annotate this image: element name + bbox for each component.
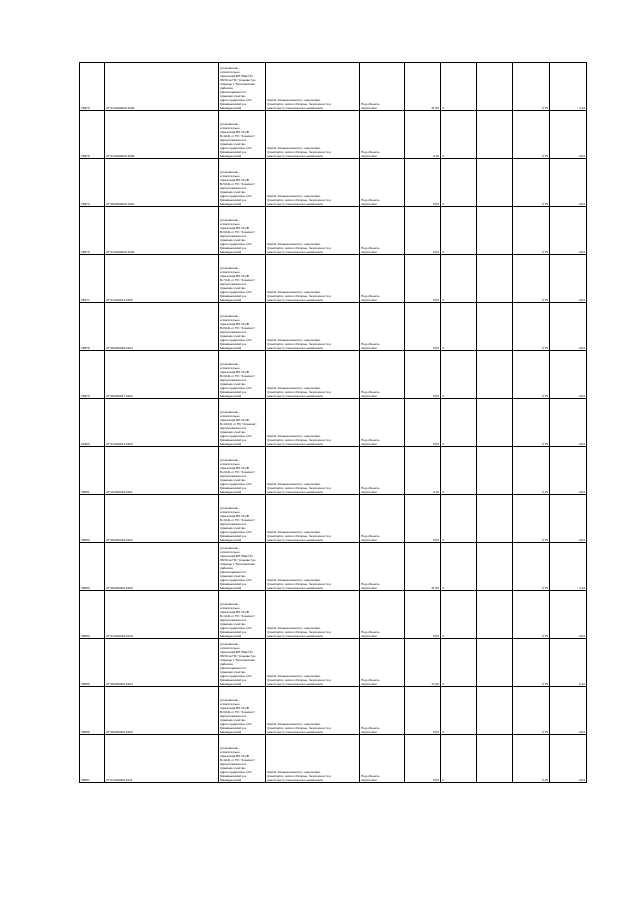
rate-cell: 0,75 (513, 495, 550, 543)
area-cell: 0,05 (405, 495, 441, 543)
value-cell: 4 (441, 399, 477, 447)
cadastral-number-cell: 27:04:000021:1603 (105, 399, 219, 447)
value-cell: 4 (441, 207, 477, 255)
value-cell: 4 (441, 639, 477, 687)
area-cell: 0,05 (405, 159, 441, 207)
tax-cell: 0,04 (550, 591, 587, 639)
value-cell: 4 (441, 159, 477, 207)
value-cell: 4 (441, 303, 477, 351)
empty-cell (477, 543, 513, 591)
row-id-cell: 28684 (80, 591, 105, 639)
tax-cell: 0,04 (550, 159, 587, 207)
cadastral-number-cell: 27:04:000000:1611 (105, 735, 219, 783)
area-cell: 0,05 (405, 303, 441, 351)
tax-cell: 0,04 (550, 303, 587, 351)
tax-cell: 0,04 (550, 207, 587, 255)
permitted-use-cell: Под объекты энергетики (360, 639, 405, 687)
tax-cell: 0,04 (550, 495, 587, 543)
empty-cell (477, 447, 513, 495)
tax-cell: 0,04 (550, 111, 587, 159)
permitted-use-cell: Под объекты энергетики (360, 351, 405, 399)
rate-cell: 0,75 (513, 303, 550, 351)
table-row (80, 543, 587, 591)
cadastral-number-cell: 27:08:000027:1602 (105, 351, 219, 399)
value-cell: 4 (441, 735, 477, 783)
empty-cell (477, 639, 513, 687)
permitted-use-cell: Под объекты энергетики (360, 543, 405, 591)
rate-cell: 0,75 (513, 687, 550, 735)
row-id-cell: 28681 (80, 447, 105, 495)
permitted-use-cell: Под объекты энергетики (360, 303, 405, 351)
row-id-cell: 28685 (80, 639, 105, 687)
location-description-cell: установлено относительно ориентира ВЛ-35кв ПС 35/10 кв ПС "Алькино"до границы с Тюлячинским районом, расположенного в границах участка адрес ориентира: обл. Мамадышский р-н Мамадышский (219, 639, 266, 687)
location-description-cell: установлено относительно ориентира ВЛ-10 кВ В-7(14) от ПС "Алькино", расположенного в границах участка адрес ориентира: обл. Мамадышский р-н Мамадышский (219, 255, 266, 303)
empty-cell (477, 591, 513, 639)
permitted-use-cell: Под объекты энергетики (360, 495, 405, 543)
table-row (80, 351, 587, 399)
permitted-use-cell: Под объекты энергетики (360, 159, 405, 207)
land-category-cell: Земли промышленности, энергетики, транспорта, земли обороны, безопасности и земли иного специального назначения (266, 207, 360, 255)
cadastral-number-cell: 27:08:0000000:1601 (105, 159, 219, 207)
row-id-cell: 28687 (80, 735, 105, 783)
row-id-cell: 28477 (80, 255, 105, 303)
table-row (80, 63, 587, 111)
rate-cell: 0,75 (513, 591, 550, 639)
land-category-cell: Земли промышленности, энергетики, транспорта, земли обороны, безопасности и земли иного специального назначения (266, 639, 360, 687)
row-id-cell: 28974 (80, 159, 105, 207)
empty-cell (477, 495, 513, 543)
location-description-cell: установлено относительно ориентира ВЛ-10 кВ В-9(14) от ПС "Алькино", расположенного в границах участка адрес ориентира: обл. Мамадышский р-н Мамадышский (219, 351, 266, 399)
table-body (80, 63, 587, 783)
table-row (80, 447, 587, 495)
area-cell: 17,00 (405, 639, 441, 687)
empty-cell (477, 735, 513, 783)
table-row (80, 639, 587, 687)
cadastral-number-cell: 27:04:0000000:1602 (105, 207, 219, 255)
cadastral-number-cell: 27:04:000021:1605 (105, 255, 219, 303)
value-cell: 4 (441, 63, 477, 111)
location-description-cell: установлено относительно ориентира ВЛ-10 кВ В-8(14) от ПС "Алькино", расположенного в границах участка адрес ориентира: обл. Мамадышский р-н Мамадышский (219, 303, 266, 351)
row-id-cell: 28979 (80, 351, 105, 399)
land-category-cell: Земли промышленности, энергетики, транспорта, земли обороны, безопасности и земли иного специального назначения (266, 543, 360, 591)
table-row (80, 207, 587, 255)
permitted-use-cell: Под объекты энергетики (360, 111, 405, 159)
table-row (80, 399, 587, 447)
table-row (80, 735, 587, 783)
land-category-cell: Земли промышленности, энергетики, транспорта, земли обороны, безопасности и земли иного специального назначения (266, 63, 360, 111)
land-plots-table (79, 62, 587, 783)
land-category-cell: Земли промышленности, энергетики, транспорта, земли обороны, безопасности и земли иного специального назначения (266, 159, 360, 207)
area-cell: 0,02 (405, 207, 441, 255)
empty-cell (477, 399, 513, 447)
value-cell: 4 (441, 351, 477, 399)
tax-cell: 0,04 (550, 351, 587, 399)
empty-cell (477, 255, 513, 303)
tax-cell: 0,04 (550, 399, 587, 447)
rate-cell: 0,75 (513, 111, 550, 159)
cadastral-number-cell: 27:08:000000:1604 (105, 639, 219, 687)
area-cell: 31,56 (405, 63, 441, 111)
permitted-use-cell: Под объекты энергетики (360, 447, 405, 495)
value-cell: 4 (441, 591, 477, 639)
land-category-cell: Земли промышленности, энергетики, транспорта, земли обороны, безопасности и земли иного специального назначения (266, 447, 360, 495)
rate-cell: 0,75 (513, 255, 550, 303)
table-row (80, 303, 587, 351)
area-cell: 0,05 (405, 351, 441, 399)
land-category-cell: Земли промышленности, энергетики, транспорта, земли обороны, безопасности и земли иного специального назначения (266, 111, 360, 159)
tax-cell: 0,04 (550, 255, 587, 303)
land-category-cell: Земли промышленности, энергетики, транспорта, земли обороны, безопасности и земли иного специального назначения (266, 687, 360, 735)
location-description-cell: установлено относительно ориентира ВЛ-10 кВ В-10(14) от ПС "Алькино", расположенного в границах участка адрес ориентира: обл. Мамадышский р-н Мамадышский (219, 399, 266, 447)
location-description-cell: установлено относительно ориентира ВЛ-10 кВ В-3(14) от ПС "Алькино", расположенного в границах участка адрес ориентира: обл. Мамадышский р-н Мамадышский (219, 495, 266, 543)
rate-cell: 0,75 (513, 399, 550, 447)
cadastral-number-cell: 27:16:000010:1601 (105, 447, 219, 495)
location-description-cell: установлено относительно ориентира ВЛ-10 кВ В-2(14) от ПС "Алькино", расположенного в границах участка адрес ориентира: обл. Мамадышский р-н Мамадышский (219, 447, 266, 495)
empty-cell (477, 687, 513, 735)
location-description-cell: установлено относительно ориентира ВЛ-10 кВ В-6(14) от ПС "Алькино", расположенного в границах участка адрес ориентира: обл. Мамадышский р-н Мамадышский (219, 687, 266, 735)
tax-cell: 0,04 (550, 687, 587, 735)
empty-cell (477, 63, 513, 111)
table-row (80, 111, 587, 159)
row-id-cell: 28682 (80, 495, 105, 543)
land-category-cell: Земли промышленности, энергетики, транспорта, земли обороны, безопасности и земли иного специального назначения (266, 399, 360, 447)
location-description-cell: установлено относительно ориентира ВЛ-10 кВ В-5(14) от ПС "Алькино", расположенного в границах участка адрес ориентира: обл. Мамадышский р-н Мамадышский (219, 159, 266, 207)
rate-cell: 0,75 (513, 159, 550, 207)
empty-cell (477, 111, 513, 159)
location-description-cell: установлено относительно ориентира ВЛ-10 кВ В-4(14) от ПС "Алькино", расположенного в границах участка адрес ориентира: обл. Мамадышский р-н Мамадышский (219, 111, 266, 159)
row-id-cell: 28180 (80, 399, 105, 447)
row-id-cell: 28976 (80, 111, 105, 159)
location-description-cell: установлено относительно ориентира ВЛ-35кв ПС 35/10 кв ПС "Алькино"до границы с Тюлячинским районом, расположенного в границах участка адрес ориентира: обл. Мамадышский р-н Мамадышский (219, 543, 266, 591)
area-cell: 0,05 (405, 591, 441, 639)
row-id-cell: 28675 (80, 207, 105, 255)
area-cell: 0,05 (405, 255, 441, 303)
land-category-cell: Земли промышленности, энергетики, транспорта, земли обороны, безопасности и земли иного специального назначения (266, 735, 360, 783)
table-row (80, 687, 587, 735)
tax-cell: 4,13 (550, 63, 587, 111)
location-description-cell: установлено относительно ориентира ВЛ-10 кВ В-4(14) от ПС "Алькино", расположенного в границах участка адрес ориентира: обл. Мамадышский р-н Мамадышский (219, 735, 266, 783)
land-category-cell: Земли промышленности, энергетики, транспорта, земли обороны, безопасности и земли иного специального назначения (266, 351, 360, 399)
rate-cell: 0,75 (513, 639, 550, 687)
table-row (80, 495, 587, 543)
empty-cell (477, 159, 513, 207)
location-description-cell: установлено относительно ориентира ВЛ-10 кВ В-6(14) от ПС "Алькино", расположенного в границах участка адрес ориентира: обл. Мамадышский р-н Мамадышский (219, 207, 266, 255)
table-row (80, 159, 587, 207)
area-cell: 0,05 (405, 687, 441, 735)
cadastral-number-cell: 27:08:000010:1602 (105, 495, 219, 543)
permitted-use-cell: Под объекты энергетики (360, 63, 405, 111)
location-description-cell: установлено относительно ориентира ВЛ-35кв ПС 35/10 кв ПС "Алькино"до границы с Тюлячинским районом, расположенного в границах участка адрес ориентира: обл. Мамадышский р-н Мамадышский (219, 63, 266, 111)
area-cell: 0,15 (405, 111, 441, 159)
permitted-use-cell: Под объекты энергетики (360, 399, 405, 447)
permitted-use-cell: Под объекты энергетики (360, 687, 405, 735)
tax-cell: 2,12 (550, 639, 587, 687)
tax-cell: 0,04 (550, 735, 587, 783)
cadastral-number-cell: 27:04:000010:1619 (105, 591, 219, 639)
empty-cell (477, 303, 513, 351)
table-row (80, 255, 587, 303)
permitted-use-cell: Под объекты энергетики (360, 255, 405, 303)
rate-cell: 0,75 (513, 543, 550, 591)
land-category-cell: Земли промышленности, энергетики, транспорта, земли обороны, безопасности и земли иного специального назначения (266, 591, 360, 639)
rate-cell: 0,75 (513, 351, 550, 399)
cadastral-number-cell: 27:08:000000:1600 (105, 543, 219, 591)
value-cell: 4 (441, 687, 477, 735)
area-cell: 0,05 (405, 399, 441, 447)
cadastral-number-cell: 27:08:000000:1609 (105, 687, 219, 735)
land-category-cell: Земли промышленности, энергетики, транспорта, земли обороны, безопасности и земли иного специального назначения (266, 303, 360, 351)
rate-cell: 0,15 (513, 735, 550, 783)
rate-cell: 0,75 (513, 207, 550, 255)
row-id-cell: 28686 (80, 687, 105, 735)
value-cell: 4 (441, 255, 477, 303)
row-id-cell: 28979 (80, 63, 105, 111)
tax-cell: 4,13 (550, 543, 587, 591)
tax-cell: 0,04 (550, 447, 587, 495)
value-cell: 4 (441, 111, 477, 159)
permitted-use-cell: Под объекты энергетики (360, 207, 405, 255)
land-category-cell: Земли промышленности, энергетики, транспорта, земли обороны, безопасности и земли иного специального назначения (266, 255, 360, 303)
rate-cell: 0,75 (513, 63, 550, 111)
empty-cell (477, 207, 513, 255)
permitted-use-cell: Под объекты энергетики (360, 591, 405, 639)
empty-cell (477, 351, 513, 399)
rate-cell: 0,15 (513, 447, 550, 495)
permitted-use-cell: Под объекты энергетики (360, 735, 405, 783)
row-id-cell: 28876 (80, 303, 105, 351)
value-cell: 4 (441, 543, 477, 591)
cadastral-number-cell: 27:04:0000000:1603 (105, 63, 219, 111)
location-description-cell: установлено относительно ориентира ВЛ-10 кВ В-1(14) от ПС "Алькино", расположенного в границах участка адрес ориентира: обл. Мамадышский р-н Мамадышский (219, 591, 266, 639)
row-id-cell: 28683 (80, 543, 105, 591)
area-cell: 0,05 (405, 735, 441, 783)
land-category-cell: Земли промышленности, энергетики, транспорта, земли обороны, безопасности и земли иного специального назначения (266, 495, 360, 543)
value-cell: 4 (441, 447, 477, 495)
value-cell: 4 (441, 495, 477, 543)
table-row (80, 591, 587, 639)
area-cell: 0,15 (405, 447, 441, 495)
cadastral-number-cell: 27:08:000025:1604 (105, 303, 219, 351)
cadastral-number-cell: 27:04:0000000:1609 (105, 111, 219, 159)
area-cell: 31,56 (405, 543, 441, 591)
